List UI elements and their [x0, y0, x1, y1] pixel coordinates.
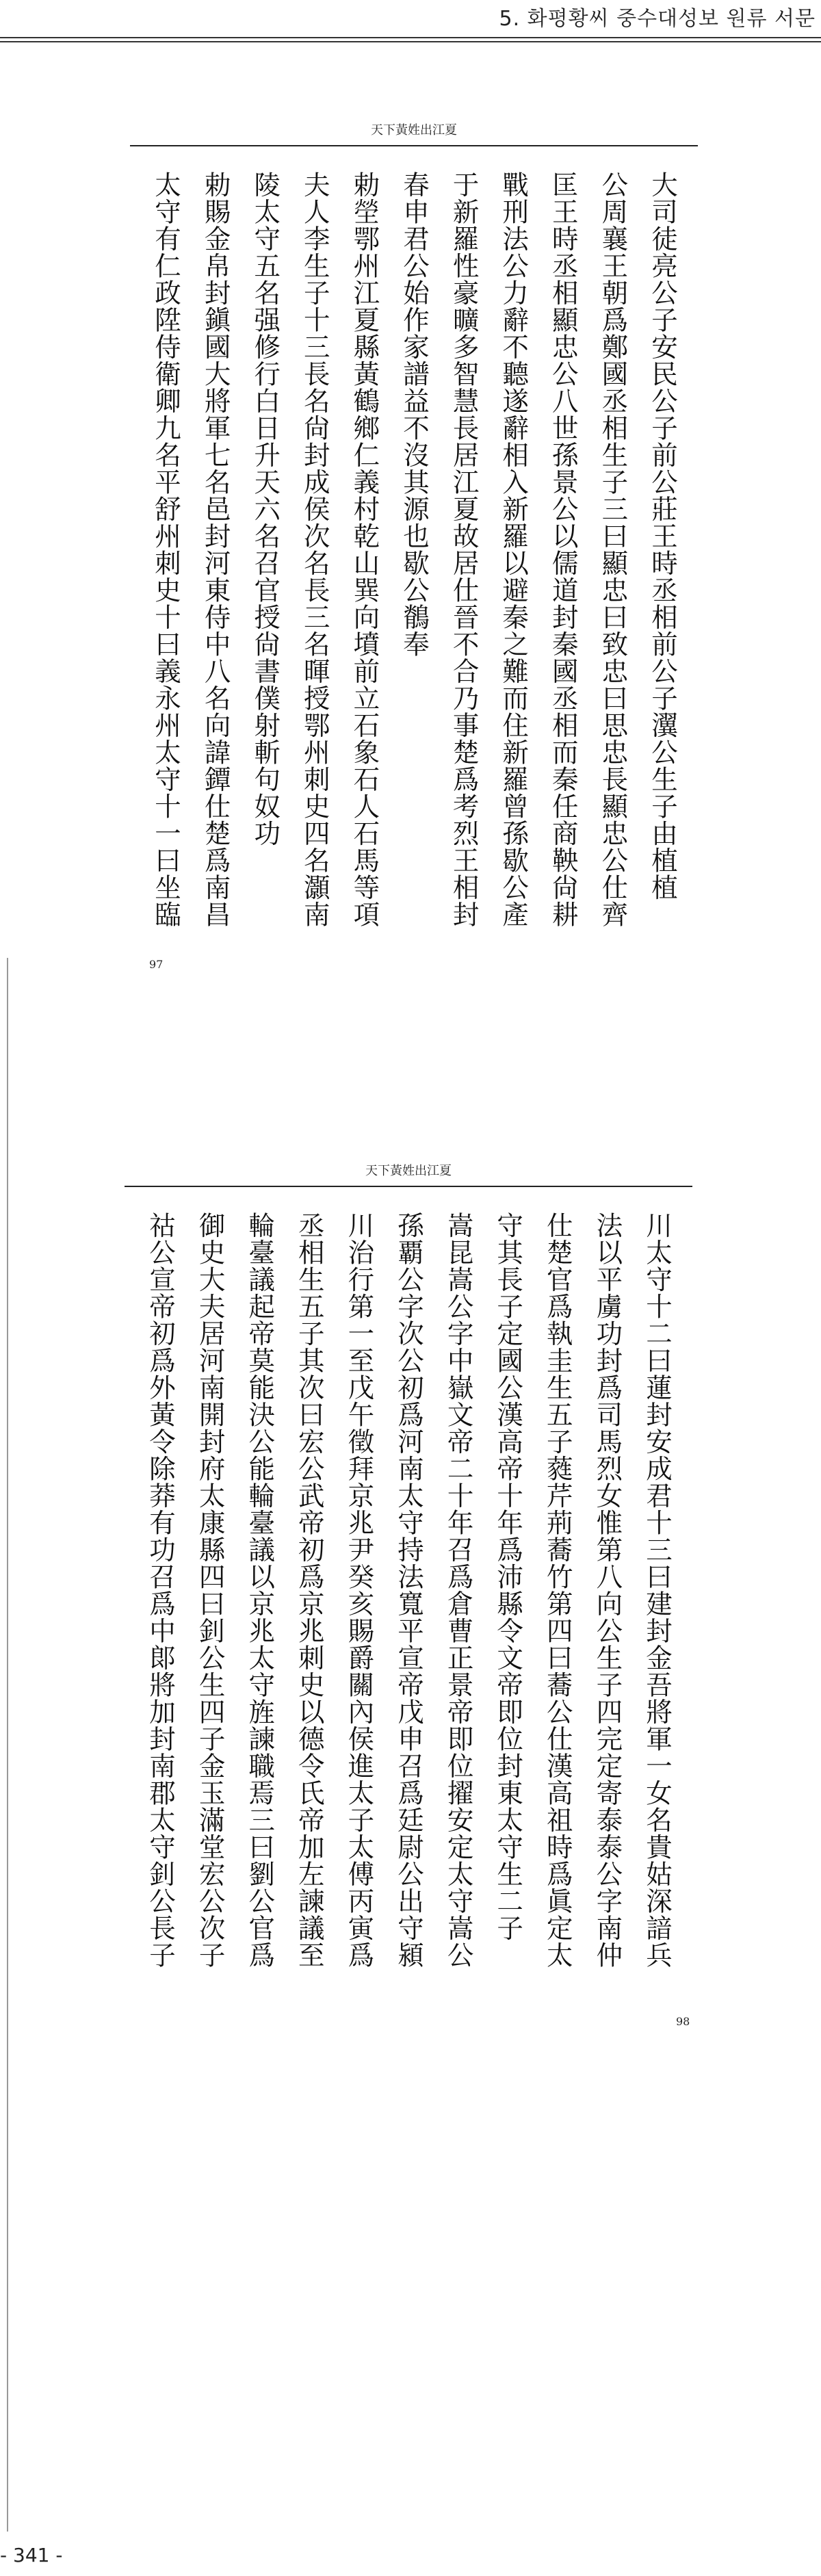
page-number: 98	[676, 2015, 690, 2028]
text-column: 法以平虜功封爲司馬烈女惟第八向公生子四完定寄泰泰公字南仲	[592, 1212, 623, 1968]
text-column: 勅賜金帛封鎭國大將軍七名邑封河東侍中八名向諱鐔仕楚爲南昌	[200, 171, 231, 928]
folio: - 341 -	[0, 2544, 63, 2566]
text-column: 于新羅性豪曠多智慧長居江夏故居仕晉不合乃事楚爲考烈王相封	[448, 171, 480, 928]
text-column: 公周襄王朝爲鄭國丞相生子三曰顯忠曰致忠曰思忠長顯忠公仕齊	[597, 171, 629, 928]
text-columns	[125, 1212, 692, 2008]
text-column: 御史大夫居河南開封府太康縣四曰釗公生四子金玉滿堂宏公次子	[194, 1212, 226, 1968]
header-rule-top	[0, 37, 821, 38]
text-column: 戰刑法公力辭不聽遂辭相入新羅以避秦之難而住新羅曾孫歇公產	[498, 171, 530, 928]
page-number: 97	[149, 958, 164, 971]
text-column: 勅塋鄂州江夏縣黃鶴鄉仁義村乾山巽向墳前立石象石人石馬等項	[349, 171, 380, 928]
text-column: 仕楚官爲執圭生五子蕤芹荊蕎竹第四曰蕎公仕漢高祖時爲眞定太	[542, 1212, 573, 1968]
running-head: 5. 화평황씨 중수대성보 원류 서문	[499, 7, 816, 31]
text-column: 守其長子定國公漢高帝十年爲沛縣令文帝即位封東太守生二子	[493, 1212, 524, 1942]
page-98	[125, 1164, 692, 2008]
page-97	[130, 123, 698, 940]
text-column: 川太守十二曰蓮封安成君十三曰建封金吾將軍一女名貴姑深諳兵	[641, 1212, 673, 1968]
text-column: 輪臺議起帝莫能決公能輪臺議以京兆太守旌諫職焉三曰劉公官爲	[244, 1212, 276, 1968]
text-column: 太守有仁政陞侍衛卿九名平舒州刺史十曰義永州太守十一曰坐臨	[151, 171, 181, 928]
header-rule-bottom	[0, 41, 821, 42]
text-columns	[130, 171, 698, 940]
text-column: 春申君公始作家譜益不沒其源也歇公鶺奉	[398, 171, 430, 658]
text-column: 川治行第一至戊午徵拜京兆尹癸亥賜爵關內侯進太子太傅丙寅爲	[343, 1212, 375, 1968]
text-column: 陵太守五名强修行白日升天六名召官授尙書僕射斬句奴功	[250, 171, 281, 847]
binding-rule	[7, 958, 8, 2532]
page-title: 天下黃姓出江夏	[371, 123, 457, 138]
page-title: 天下黃姓出江夏	[365, 1164, 452, 1178]
text-column: 祜公宣帝初爲外黃令除莽有功召爲中郞將加封南郡太守釗公長子	[145, 1212, 176, 1968]
text-column: 匡王時丞相顯忠公八世孫景公以儒道封秦國丞相而秦任商鞅尙耕	[547, 171, 579, 928]
text-column: 孫覇公字次公初爲河南太守持法寬平宣帝戊申召爲廷尉公出守潁	[393, 1212, 424, 1968]
text-column: 大司徒亮公子安民公子前公莊王時丞相前公子瀷公生子由植植	[647, 171, 678, 901]
text-column: 夫人李生子十三長名尙封成侯次名長三名暉授鄂州刺史四名灝南	[299, 171, 330, 928]
text-column: 丞相生五子其次曰宏公武帝初爲京兆刺史以德令氏帝加左諫議至	[294, 1212, 325, 1968]
text-column: 嵩昆嵩公字中嶽文帝二十年召爲倉曹正景帝即位擢安定太守嵩公	[443, 1212, 474, 1968]
